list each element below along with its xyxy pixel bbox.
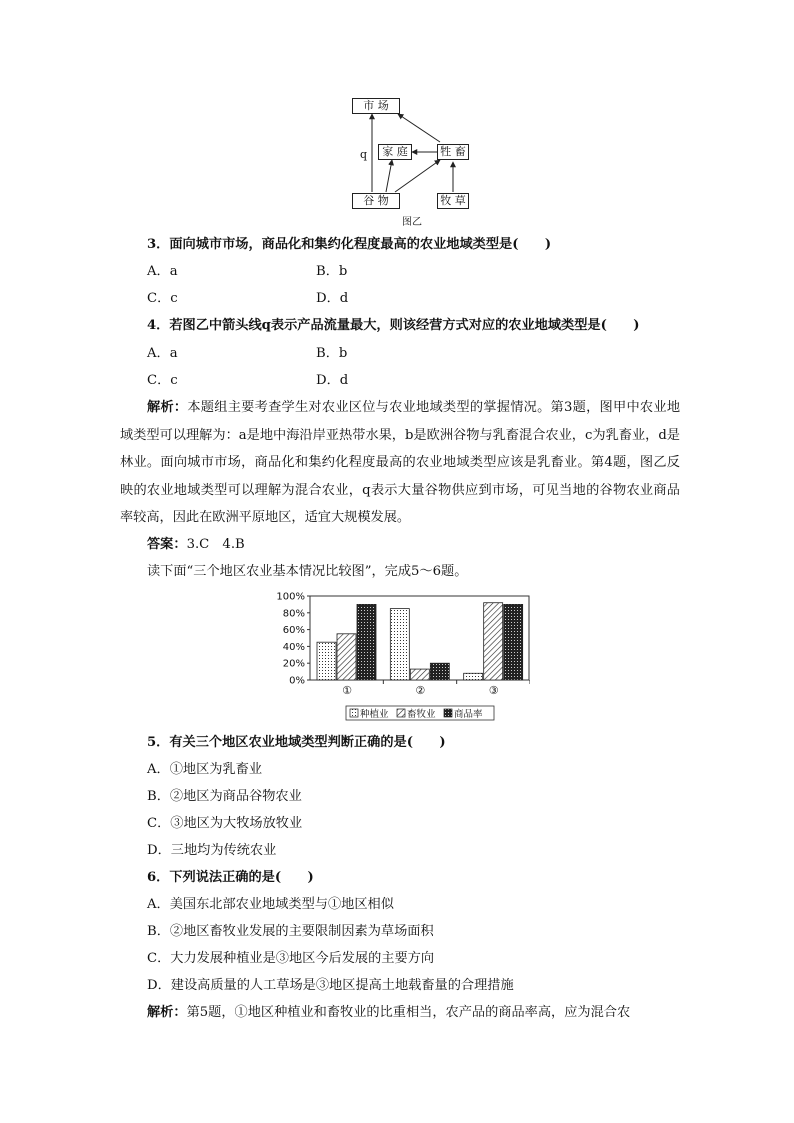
bar xyxy=(410,669,429,680)
y-tick-label: 40% xyxy=(282,641,305,653)
node-pasture: 牧 草 xyxy=(437,193,469,209)
q5-option-a: A．①地区为乳畜业 xyxy=(147,762,263,777)
q3-option-c: C．c xyxy=(147,291,178,306)
q3-stem: 3．面向城市市场，商品化和集约化程度最高的农业地域类型是( ) xyxy=(147,237,552,252)
y-tick-label: 0% xyxy=(289,675,305,687)
bar xyxy=(357,604,376,680)
analysis-paragraph-1 xyxy=(120,394,680,532)
bar xyxy=(464,673,483,680)
bar xyxy=(504,604,523,680)
diagram-caption: 图乙 xyxy=(402,217,422,228)
y-tick-label: 60% xyxy=(282,625,305,637)
bar xyxy=(390,609,409,680)
q6-option-b: B．②地区畜牧业发展的主要限制因素为草场面积 xyxy=(147,924,434,939)
node-livestock: 牲 畜 xyxy=(437,144,469,160)
y-tick-label: 80% xyxy=(282,608,305,620)
q6-option-d: D．建设高质量的人工草场是③地区提高土地载畜量的合理措施 xyxy=(147,978,514,993)
bar xyxy=(484,603,503,680)
arrow-grain-family xyxy=(386,160,392,192)
analysis-text: 本题组主要考查学生对农业区位与农业地域类型的掌握情况。第3题，图甲中农业地域类型可以理解为：a是地中海沿岸亚热带水果，b是欧洲谷物与乳畜混合农业，c为乳畜业，d是林业。面向城市市场，商品化和集约化程度最高的农业地域类型应该是乳畜业。第4题，图乙反映的农业地域类型可以理解为混合农业，q表示大量谷物供应到市场，可见当地的谷物农业商品率较高，因此在欧洲平原地区，适宜大规模发展。 xyxy=(120,400,681,526)
legend-swatch xyxy=(350,709,358,717)
node-family: 家 庭 xyxy=(378,144,412,160)
q3-option-d: D．d xyxy=(316,291,349,306)
answer-label: 答案： xyxy=(147,537,187,552)
q6-option-a: A．美国东北部农业地域类型与①地区相似 xyxy=(147,897,394,912)
q4-option-b: B．b xyxy=(316,346,348,361)
q3-option-a: A．a xyxy=(147,264,178,279)
answer-text: 3.C 4.B xyxy=(186,537,245,552)
q4-stem: 4．若图乙中箭头线q表示产品流量最大，则该经营方式对应的农业地域类型是( ) xyxy=(147,318,640,333)
answer-line xyxy=(147,537,245,553)
bar xyxy=(317,642,336,680)
flow-diagram xyxy=(340,92,480,232)
bar-chart xyxy=(270,588,530,728)
q6-option-c: C．大力发展种植业是③地区今后发展的主要方向 xyxy=(147,951,435,966)
legend-label: 畜牧业 xyxy=(407,709,436,720)
x-tick-label: ① xyxy=(342,684,352,697)
q6-stem: 6．下列说法正确的是( ) xyxy=(147,870,314,885)
analysis2-label: 解析： xyxy=(147,1005,187,1020)
legend-label: 种植业 xyxy=(360,709,389,720)
q4-option-c: C．c xyxy=(147,373,178,388)
y-tick-label: 20% xyxy=(282,658,305,670)
legend-label: 商品率 xyxy=(454,709,483,720)
chart-intro: 读下面“三个地区农业基本情况比较图”，完成5～6题。 xyxy=(147,564,468,579)
node-market: 市 场 xyxy=(352,98,400,114)
node-grain: 谷 物 xyxy=(352,193,400,209)
q5-option-d: D．三地均为传统农业 xyxy=(147,843,277,858)
analysis-label: 解析： xyxy=(147,400,188,415)
q5-option-b: B．②地区为商品谷物农业 xyxy=(147,789,302,804)
x-tick-label: ③ xyxy=(488,684,499,697)
x-tick-label: ② xyxy=(415,684,426,697)
q4-option-d: D．d xyxy=(316,373,349,388)
q3-option-b: B．b xyxy=(316,264,348,279)
legend-swatch xyxy=(397,709,405,717)
q5-stem: 5．有关三个地区农业地域类型判断正确的是( ) xyxy=(147,735,446,750)
legend-swatch xyxy=(444,709,452,717)
arrow-label-q: q xyxy=(360,148,368,161)
analysis2-text: 第5题，①地区种植业和畜牧业的比重相当，农产品的商品率高，应为混合农 xyxy=(186,1005,631,1020)
y-tick-label: 100% xyxy=(276,591,305,603)
arrow-grain-livestock xyxy=(395,160,440,192)
q5-option-c: C．③地区为大牧场放牧业 xyxy=(147,816,303,831)
bar xyxy=(337,634,356,680)
q4-option-a: A．a xyxy=(147,346,178,361)
bar xyxy=(430,663,449,680)
arrow-livestock-market xyxy=(398,114,440,142)
analysis-paragraph-2 xyxy=(120,999,680,1027)
